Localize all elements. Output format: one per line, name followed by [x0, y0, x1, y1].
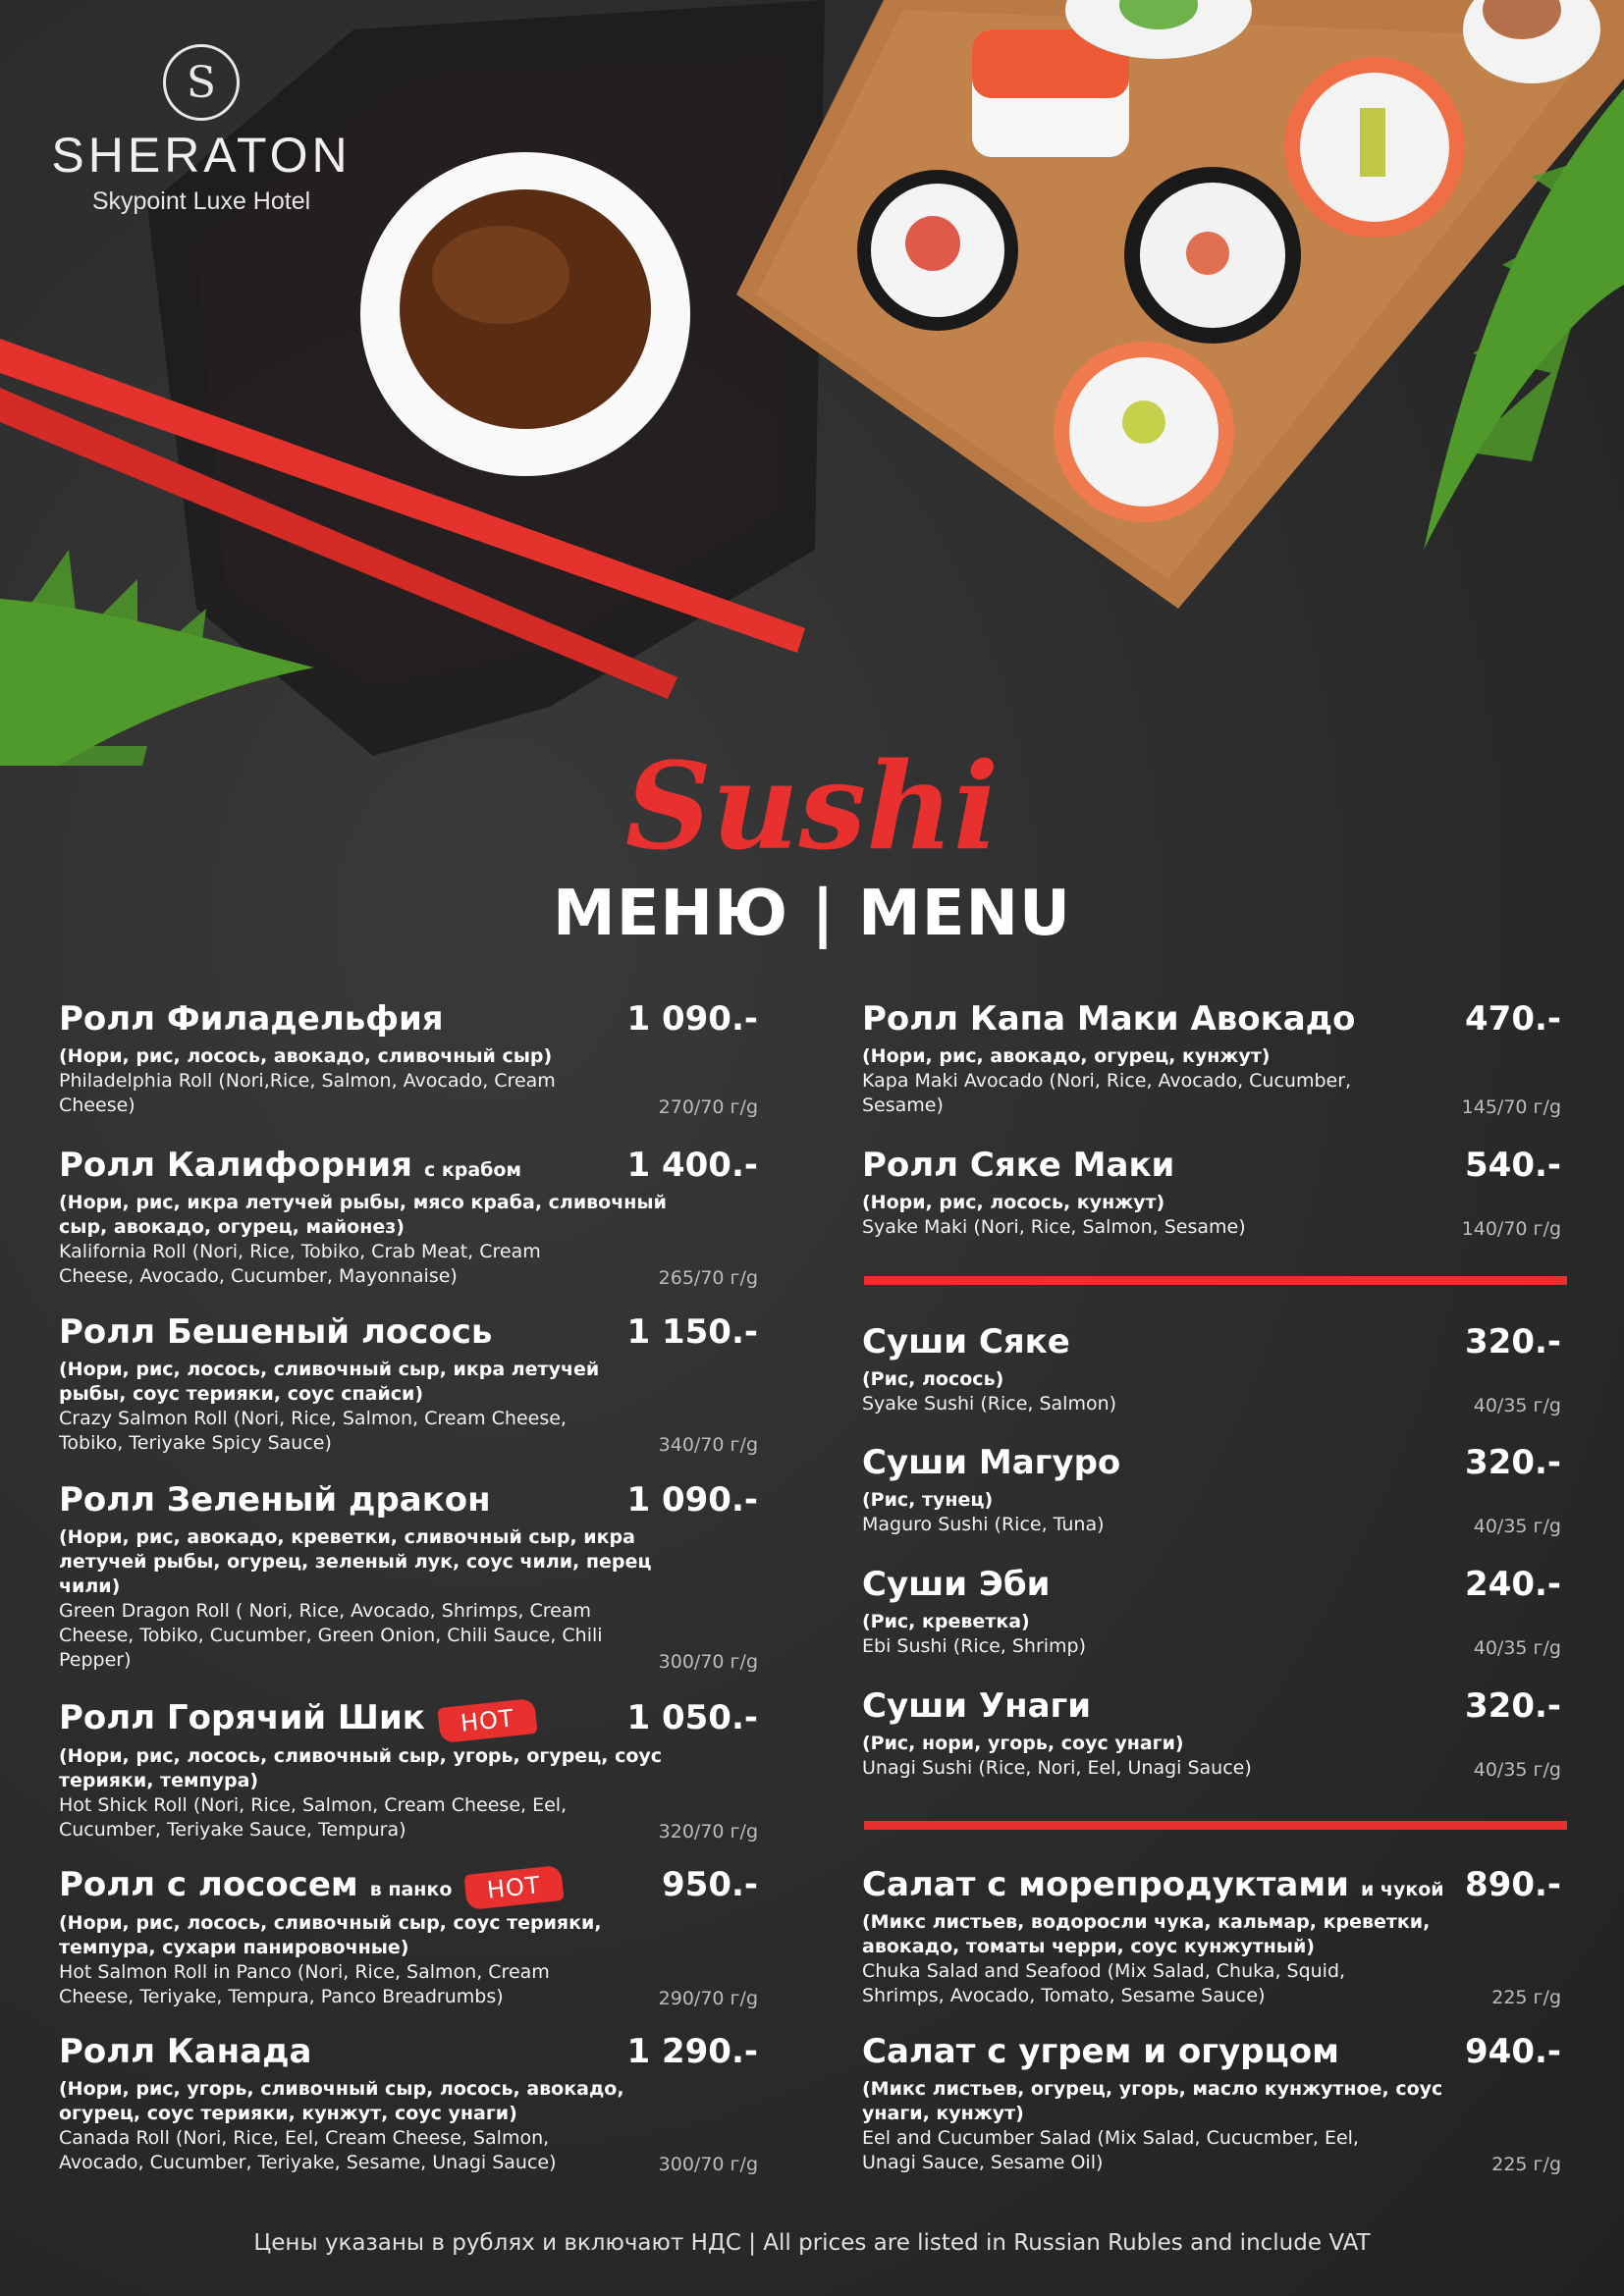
brand-subtitle: Skypoint Luxe Hotel [91, 187, 311, 215]
section-divider [864, 1821, 1567, 1830]
menu-item [59, 1865, 758, 2009]
menu-item [862, 1146, 1561, 1240]
item-ingredients-en: Hot Shick Roll (Nori, Rice, Salmon, Cream Cheese, Eel, Cucumber, Teriyake Sauce, Tempura) [59, 1794, 568, 1841]
item-ingredients-ru: (Нори, рис, икра летучей рыбы, мясо краба, сливочный сыр, авокадо, огурец, майонез) [59, 1192, 667, 1238]
item-ingredients-ru: (Нори, рис, лосось, сливочный сыр, икра летучей рыбы, соус терияки, соус спайси) [59, 1359, 600, 1405]
item-ingredients-en: Kapa Maki Avocado (Nori, Rice, Avocado, Cucumber, Sesame) [862, 1070, 1352, 1116]
item-name-text: Ролл с лососем [59, 1865, 358, 1904]
price-note: Цены указаны в рублях и включают НДС | All prices are listed in Russian Rubles and include VAT [253, 2230, 1371, 2256]
hotel-logo [49, 44, 353, 216]
item-name [59, 1312, 492, 1352]
item-ingredients-ru: (Нори, рис, угорь, сливочный сыр, лосось, авокадо, огурец, соус терияки, кунжут, соус унаги) [59, 2078, 624, 2124]
item-ingredients-en: Chuka Salad and Seafood (Mix Salad, Chuka, Squid, Shrimps, Avocado, Tomato, Sesame Sauce) [862, 1960, 1346, 2006]
item-price: 1 090.- [626, 999, 758, 1039]
item-name [59, 1698, 535, 1738]
item-ingredients-en: Crazy Salmon Roll (Nori, Rice, Salmon, Cream Cheese, Tobiko, Teriyake Spicy Sauce) [59, 1408, 567, 1454]
item-ingredients-en: Philadelphia Roll (Nori,Rice, Salmon, Avocado, Cream Cheese) [59, 1070, 556, 1116]
item-weight: 145/70 г/g [1461, 1096, 1561, 1118]
item-price: 540.- [1465, 1146, 1561, 1185]
item-name-text: Суши Эби [862, 1565, 1051, 1604]
item-ingredients-ru: (Микс листьев, водоросли чука, кальмар, креветки, авокадо, томаты черри, соус кунжутный) [862, 1911, 1431, 1957]
title-script: Sushi [624, 735, 1000, 877]
item-ingredients-ru: (Нори, рис, лосось, авокадо, сливочный сыр) [59, 1045, 553, 1067]
section-divider [864, 1276, 1567, 1285]
item-ingredients-en: Unagi Sushi (Rice, Nori, Eel, Unagi Sauce) [862, 1757, 1252, 1779]
item-ingredients-ru: (Нори, рис, лосось, кунжут) [862, 1192, 1165, 1213]
item-ingredients-ru: (Нори, рис, лосось, сливочный сыр, угорь, огурец, соус терияки, темпура) [59, 1745, 663, 1791]
item-name-text: Суши Сяке [862, 1322, 1070, 1362]
menu-item [862, 1865, 1561, 2008]
item-ingredients-en: Eel and Cucumber Salad (Mix Salad, Cucucmber, Eel, Unagi Sauce, Sesame Oil) [862, 2127, 1359, 2173]
item-price: 320.- [1465, 1686, 1561, 1726]
menu-item [59, 1698, 758, 1842]
menu-item [862, 999, 1561, 1118]
soy-sauce-bowl-icon [360, 152, 690, 476]
menu-item [862, 1686, 1561, 1781]
item-ingredients-en: Maguro Sushi (Rice, Tuna) [862, 1514, 1105, 1535]
item-weight: 300/70 г/g [658, 2154, 758, 2175]
item-weight: 265/70 г/g [658, 1267, 758, 1289]
item-price: 940.- [1465, 2032, 1561, 2071]
title-menu: МЕНЮ | MENU [553, 878, 1071, 950]
item-price: 1 400.- [626, 1146, 758, 1185]
item-ingredients-en: Ebi Sushi (Rice, Shrimp) [862, 1635, 1087, 1657]
item-name [862, 1565, 1050, 1604]
item-name-note: и чукой [1360, 1879, 1444, 1900]
item-weight: 340/70 г/g [658, 1434, 758, 1456]
item-name-text: Салат с морепродуктами [862, 1865, 1349, 1904]
item-price: 1 050.- [626, 1698, 758, 1737]
item-name [862, 1322, 1070, 1362]
item-name [59, 999, 444, 1039]
menu-item [59, 999, 758, 1118]
item-price: 950.- [662, 1865, 758, 1904]
item-ingredients-ru: (Нори, рис, лосось, сливочный сыр, соус терияки, темпура, сухари панировочные) [59, 1912, 602, 1958]
item-name-text: Суши Унаги [862, 1686, 1092, 1726]
item-ingredients-ru: (Микс листьев, огурец, угорь, масло кунжутное, соус унаги, кунжут) [862, 2078, 1443, 2124]
item-name [59, 1865, 563, 1905]
item-ingredients-en: Canada Roll (Nori, Rice, Eel, Cream Cheese, Salmon, Avocado, Cucumber, Teriyake, Sesame, Unagi Sauce) [59, 2127, 557, 2173]
item-name-text: Салат с угрем и огурцом [862, 2032, 1339, 2071]
item-price: 470.- [1465, 999, 1561, 1039]
item-weight: 225 г/g [1491, 1987, 1561, 2008]
item-ingredients-ru: (Нори, рис, авокадо, огурец, кунжут) [862, 1045, 1271, 1067]
menu-title [0, 735, 1624, 950]
item-name [862, 1686, 1091, 1726]
item-name-text: Ролл Горячий Шик [59, 1698, 425, 1737]
item-name [862, 1865, 1444, 1904]
item-price: 1 090.- [626, 1480, 758, 1520]
item-weight: 40/35 г/g [1473, 1516, 1561, 1537]
item-price: 890.- [1465, 1865, 1561, 1904]
item-name [59, 2032, 312, 2071]
item-ingredients-en: Hot Salmon Roll in Panco (Nori, Rice, Salmon, Cream Cheese, Teriyake, Tempura, Panco Breadrumbs) [59, 1961, 550, 2007]
item-weight: 40/35 г/g [1473, 1637, 1561, 1659]
item-weight: 300/70 г/g [658, 1651, 758, 1673]
menu-item [59, 1312, 758, 1456]
item-weight: 40/35 г/g [1473, 1395, 1561, 1416]
item-ingredients-ru: (Рис, тунец) [862, 1489, 994, 1511]
menu-item [862, 1322, 1561, 1416]
item-weight: 140/70 г/g [1461, 1218, 1561, 1240]
item-name-note: с крабом [423, 1159, 522, 1181]
menu-item [59, 2032, 758, 2175]
item-ingredients-ru: (Рис, лосось) [862, 1368, 1004, 1390]
hot-badge: HOT [464, 1865, 565, 1910]
item-weight: 270/70 г/g [658, 1096, 758, 1118]
item-price: 320.- [1465, 1322, 1561, 1362]
item-weight: 40/35 г/g [1473, 1759, 1561, 1781]
item-name [59, 1146, 521, 1185]
item-name [59, 1480, 491, 1520]
hot-badge: HOT [437, 1698, 537, 1743]
item-name-note: в панко [369, 1879, 453, 1900]
item-name-text: Ролл Бешеный лосось [59, 1312, 493, 1352]
item-ingredients-en: Syake Sushi (Rice, Salmon) [862, 1393, 1117, 1415]
item-name-text: Ролл Зеленый дракон [59, 1480, 491, 1520]
item-name-text: Ролл Капа Маки Авокадо [862, 999, 1356, 1039]
menu-item [862, 1443, 1561, 1537]
item-weight: 290/70 г/g [658, 1988, 758, 2009]
item-name-text: Ролл Канада [59, 2032, 312, 2071]
item-name [862, 1443, 1120, 1482]
item-weight: 225 г/g [1491, 2154, 1561, 2175]
item-name-text: Ролл Сяке Маки [862, 1146, 1175, 1185]
menu-item [59, 1480, 758, 1673]
item-name-text: Суши Магуро [862, 1443, 1121, 1482]
sheraton-logo-icon: S [163, 44, 240, 121]
item-price: 240.- [1465, 1565, 1561, 1604]
item-price: 1 150.- [626, 1312, 758, 1352]
menu-item [862, 2032, 1561, 2175]
item-ingredients-ru: (Нори, рис, авокадо, креветки, сливочный сыр, икра летучей рыбы, огурец, зеленый лук, соус чили, перец чили) [59, 1526, 652, 1597]
item-name-text: Ролл Филадельфия [59, 999, 444, 1039]
item-ingredients-en: Kalifornia Roll (Nori, Rice, Tobiko, Crab Meat, Cream Cheese, Avocado, Cucumber, Mayonnaise) [59, 1241, 541, 1287]
item-weight: 320/70 г/g [658, 1821, 758, 1842]
item-ingredients-ru: (Рис, креветка) [862, 1611, 1030, 1632]
item-ingredients-en: Syake Maki (Nori, Rice, Salmon, Sesame) [862, 1216, 1246, 1238]
brand-name: SHERATON [51, 128, 352, 183]
item-name [862, 1146, 1174, 1185]
item-price: 1 290.- [626, 2032, 758, 2071]
item-price: 320.- [1465, 1443, 1561, 1482]
item-name [862, 2032, 1339, 2071]
item-ingredients-en: Green Dragon Roll ( Nori, Rice, Avocado, Shrimps, Cream Cheese, Tobiko, Cucumber, Green Onion, Chili Sauce, Chili Pepper) [59, 1600, 603, 1671]
item-ingredients-ru: (Рис, нори, угорь, соус унаги) [862, 1733, 1184, 1754]
menu-item [862, 1565, 1561, 1659]
item-name [862, 999, 1355, 1039]
item-name-text: Ролл Калифорния [59, 1146, 412, 1185]
menu-item [59, 1146, 758, 1289]
